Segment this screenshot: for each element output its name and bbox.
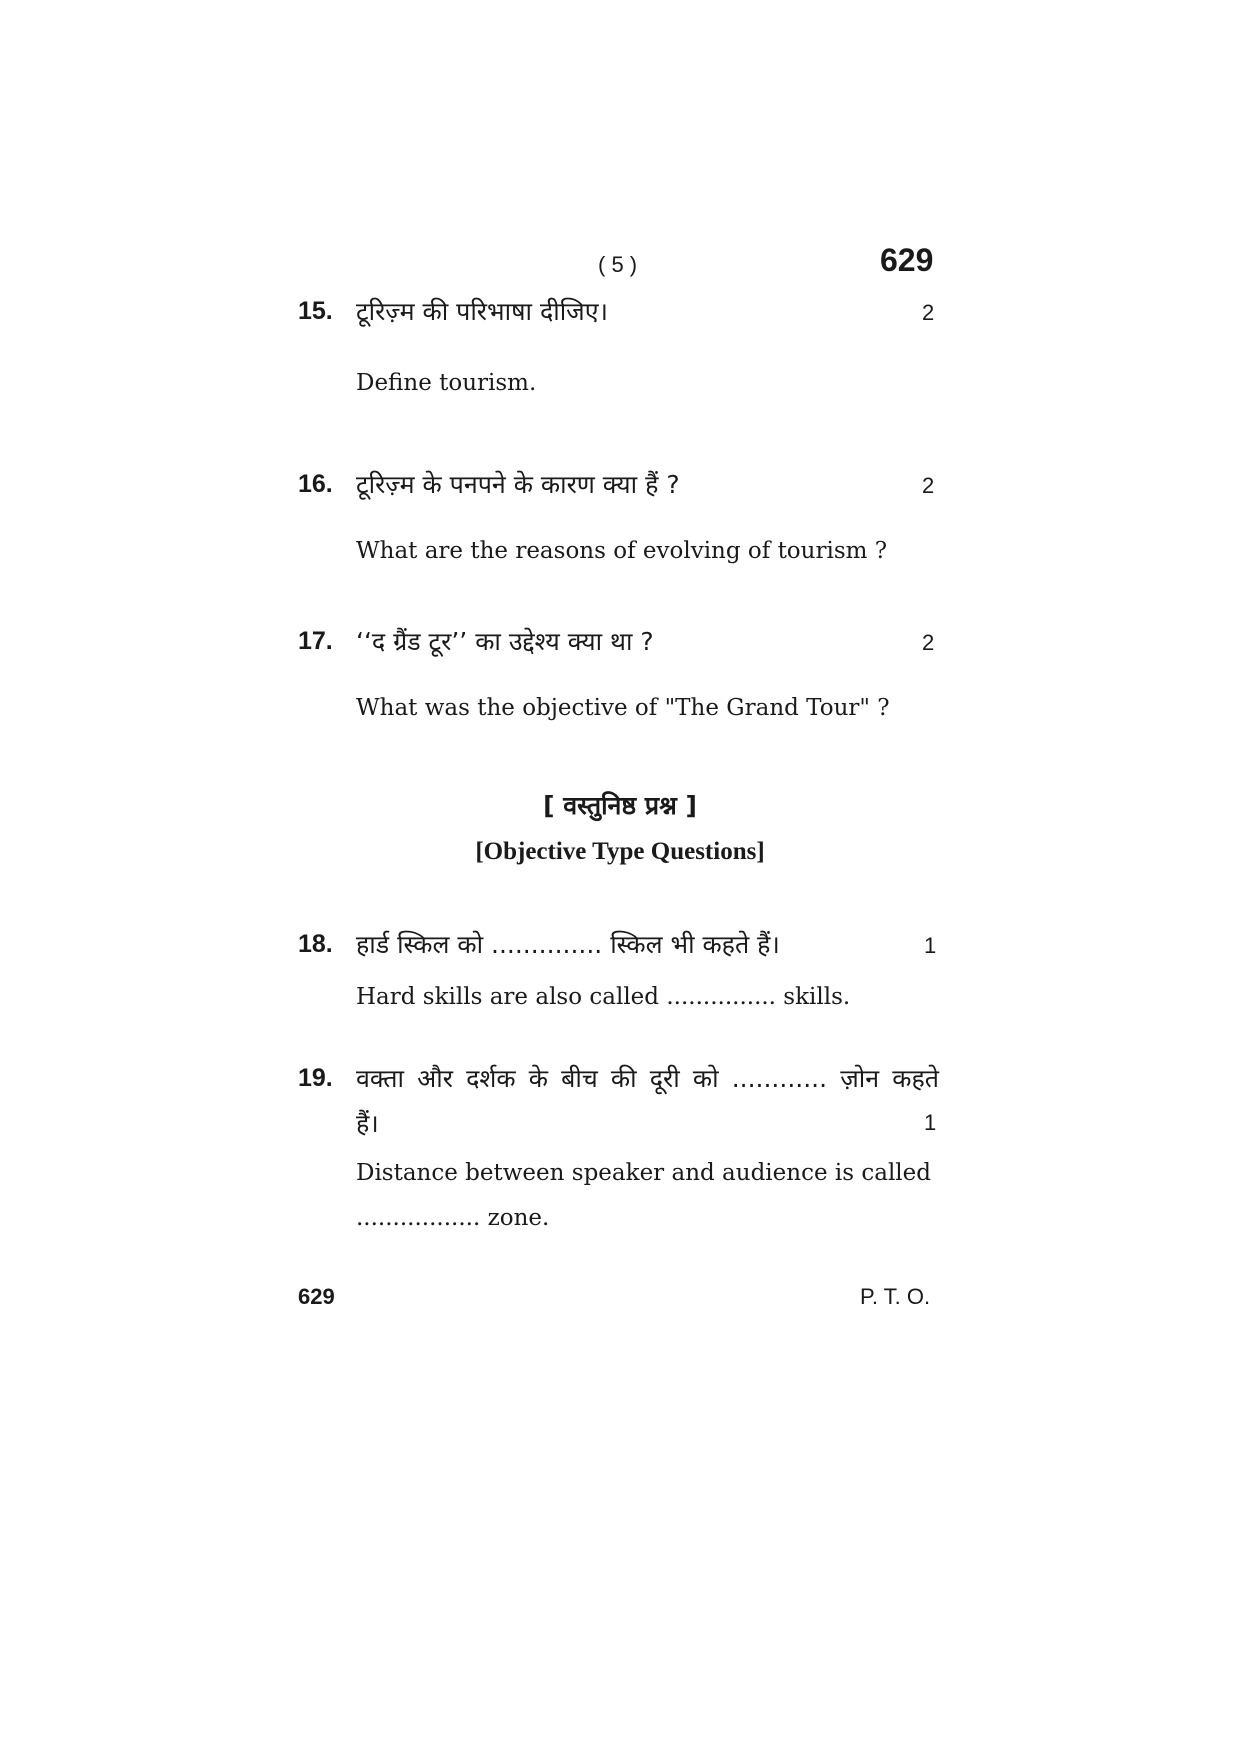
question-hindi: हार्ड स्किल को .............. स्किल भी कहते हैं। [356, 930, 780, 959]
section-heading-hindi: [ वस्तुनिष्ठ प्रश्न ] [543, 791, 697, 820]
question-english-line2: ................. zone. [356, 1205, 550, 1231]
question-marks: 2 [922, 473, 935, 498]
question-marks: 2 [922, 630, 935, 655]
question-english: What was the objective of "The Grand Tour" ? [356, 695, 890, 721]
question-marks: 2 [922, 300, 935, 325]
footer-pto: P. T. O. [860, 1284, 931, 1309]
question-hindi-line1: वक्ता और दर्शक के बीच की दूरी को ............ ज़ोन कहते [356, 1064, 939, 1093]
question-number: 18. [298, 930, 333, 958]
question-number: 15. [298, 297, 333, 325]
question-english-line1: Distance between speaker and audience is called [356, 1160, 931, 1186]
question-hindi: टूरिज़्म के पनपने के कारण क्या हैं ? [356, 470, 680, 499]
question-number: 17. [298, 627, 333, 655]
footer-code: 629 [298, 1284, 335, 1309]
question-hindi: टूरिज़्म की परिभाषा दीजिए। [356, 297, 609, 326]
question-marks: 1 [924, 1110, 937, 1135]
question-hindi-line2: हैं। [356, 1109, 379, 1138]
question-marks: 1 [924, 933, 937, 958]
page-indicator: ( 5 ) [598, 252, 638, 277]
paper-code: 629 [880, 242, 934, 278]
question-number: 16. [298, 470, 333, 498]
question-english: What are the reasons of evolving of tourism ? [356, 538, 888, 564]
question-english: Define tourism. [356, 370, 537, 396]
question-hindi: ‘‘द ग्रैंड टूर’’ का उद्देश्य क्या था ? [356, 627, 654, 656]
section-heading-english: [Objective Type Questions] [475, 838, 765, 865]
question-english: Hard skills are also called ............... skills. [356, 984, 851, 1010]
question-number: 19. [298, 1064, 333, 1092]
